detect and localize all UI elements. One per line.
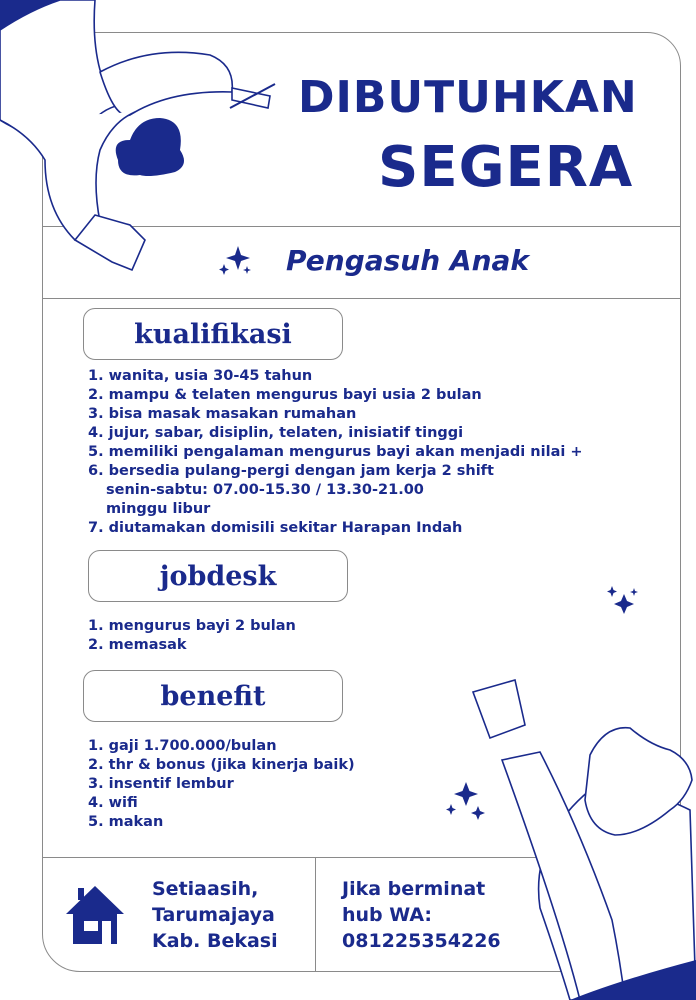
- location-address: [152, 876, 278, 954]
- headline-line2: SEGERA: [378, 135, 634, 200]
- list-item: 4. jujur, sabar, disiplin, telaten, inisiatif tinggi: [88, 425, 464, 441]
- house-icon: [64, 884, 126, 946]
- sparkle-icon: [604, 584, 644, 624]
- kualifikasi-list: [88, 367, 583, 538]
- contact-line: hub WA:: [342, 904, 433, 926]
- list-item: 1. wanita, usia 30-45 tahun: [88, 368, 313, 384]
- job-position-title: Pengasuh Anak: [286, 244, 530, 277]
- list-item: 2. memasak: [88, 637, 187, 653]
- list-item: 2. thr & bonus (jika kinerja baik): [88, 757, 355, 773]
- divider-subtitle: [42, 298, 681, 299]
- list-item: 2. mampu & telaten mengurus bayi usia 2 bulan: [88, 387, 482, 403]
- list-item-sub: senin-sabtu: 07.00-15.30 / 13.30-21.00: [106, 482, 424, 498]
- section-jobdesk-label: jobdesk: [159, 560, 277, 592]
- section-kualifikasi-label: kualifikasi: [134, 318, 292, 350]
- list-item: 1. gaji 1.700.000/bulan: [88, 738, 277, 754]
- jobdesk-list: [88, 617, 296, 655]
- list-item: 7. diutamakan domisili sekitar Harapan Indah: [88, 520, 463, 536]
- list-item: 4. wifi: [88, 795, 138, 811]
- list-item: 6. bersedia pulang-pergi dengan jam kerja 2 shift: [88, 463, 494, 479]
- headline-line1: DIBUTUHKAN: [298, 72, 638, 123]
- section-benefit-header: [83, 670, 343, 722]
- list-item: 1. mengurus bayi 2 bulan: [88, 618, 296, 634]
- section-kualifikasi-header: [83, 308, 343, 360]
- list-item-sub: minggu libur: [106, 501, 211, 517]
- benefit-list: [88, 737, 355, 832]
- location-line: Setiaasih,: [152, 878, 259, 900]
- section-benefit-label: benefit: [160, 680, 266, 712]
- whatsapp-number: 081225354226: [342, 930, 501, 952]
- list-item: 3. bisa masak masakan rumahan: [88, 406, 357, 422]
- sparkle-icon: [216, 244, 256, 284]
- contact-info: [342, 876, 501, 954]
- list-item: 5. memiliki pengalaman mengurus bayi akan menjadi nilai +: [88, 444, 583, 460]
- divider-footer-vertical: [315, 857, 316, 972]
- list-item: 5. makan: [88, 814, 164, 830]
- section-jobdesk-header: [88, 550, 348, 602]
- location-line: Tarumajaya: [152, 904, 275, 926]
- location-line: Kab. Bekasi: [152, 930, 278, 952]
- contact-line: Jika berminat: [342, 878, 486, 900]
- list-item: 3. insentif lembur: [88, 776, 234, 792]
